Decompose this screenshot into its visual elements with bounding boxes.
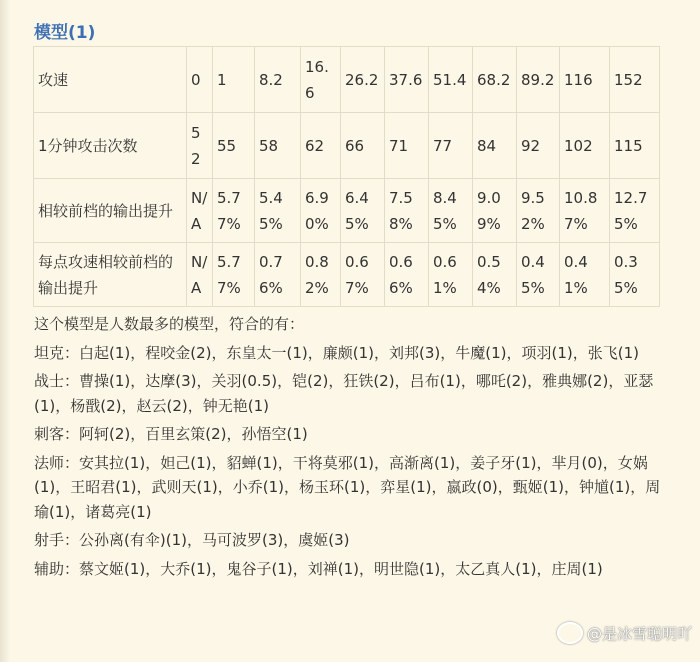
category-separator: ： — [64, 372, 80, 390]
row-label: 每点攻速相较前档的输出提升 — [34, 243, 187, 307]
table-cell: 51.4 — [429, 47, 473, 113]
table-cell: 12.75% — [610, 179, 660, 243]
table-cell: 37.6 — [385, 47, 429, 113]
hero-category-line — [34, 557, 674, 582]
table-row — [34, 243, 660, 307]
table-cell: 92 — [517, 113, 560, 179]
table-cell: 0 — [187, 47, 213, 113]
category-name: 射手 — [34, 531, 65, 549]
table-cell: 66 — [341, 113, 385, 179]
hero-notes — [34, 312, 674, 581]
category-name: 战士 — [34, 372, 65, 390]
watermark — [557, 622, 692, 644]
hero-category-line — [34, 369, 674, 418]
table-cell: 62 — [301, 113, 341, 179]
table-cell: 0.54% — [473, 243, 517, 307]
table-cell: 0.45% — [517, 243, 560, 307]
table-cell: 8.45% — [429, 179, 473, 243]
table-cell: 84 — [473, 113, 517, 179]
table-cell: 26.2 — [341, 47, 385, 113]
table-cell: 16.6 — [301, 47, 341, 113]
category-hero-list: 曹操(1)，达摩(3)，关羽(0.5)，铠(2)，狂铁(2)，吕布(1)，哪吒(2)，雅典娜(2)，亚瑟(1)，杨戬(2)，赵云(2)，钟无艳(1) — [34, 372, 654, 415]
category-name: 辅助 — [34, 559, 65, 578]
category-separator: ： — [64, 425, 80, 443]
table-cell: N/A — [187, 243, 213, 307]
category-name: 法师 — [34, 453, 65, 472]
left-edge-shadow — [0, 0, 10, 662]
hero-category-line — [34, 341, 674, 366]
category-separator: ： — [64, 559, 80, 578]
watermark-text: @是冰雪聪明吖 — [586, 624, 692, 643]
weibo-icon — [557, 622, 583, 644]
table-cell: 71 — [385, 113, 429, 179]
table-cell: 102 — [560, 113, 610, 179]
hero-category-line — [34, 528, 674, 553]
section-title: 模型(1) — [34, 23, 96, 43]
category-hero-list: 蔡文姬(1)，大乔(1)，鬼谷子(1)，刘禅(1)，明世隐(1)，太乙真人(1)，庄周(1) — [79, 559, 603, 578]
table-cell: 9.09% — [473, 179, 517, 243]
table-cell: 7.58% — [385, 179, 429, 243]
category-hero-list: 安其拉(1)，妲己(1)，貂蝉(1)，干将莫邪(1)，高渐离(1)，姜子牙(1)，芈月(0)，女娲(1)，王昭君(1)，武则天(1)，小乔(1)，杨玉环(1)，弈星(1)，嬴政(0)，甄姬(1)，钟馗(1)，周瑜(1)，诸葛亮(1) — [34, 453, 661, 521]
table-cell: 0.35% — [610, 243, 660, 307]
table-cell: 0.76% — [255, 243, 301, 307]
table-cell: 77 — [429, 113, 473, 179]
table-cell: 0.61% — [429, 243, 473, 307]
table-cell: 8.2 — [255, 47, 301, 113]
category-hero-list: 阿轲(2)，百里玄策(2)，孙悟空(1) — [79, 425, 308, 443]
category-hero-list: 白起(1)，程咬金(2)，东皇太一(1)，廉颇(1)，刘邦(3)，牛魔(1)，项羽(1)，张飞(1) — [79, 343, 640, 362]
table-cell: 6.90% — [301, 179, 341, 243]
table-cell: 6.45% — [341, 179, 385, 243]
table-cell: 115 — [610, 113, 660, 179]
category-separator: ： — [64, 343, 80, 362]
notes-intro: 这个模型是人数最多的模型，符合的有： — [34, 315, 305, 333]
table-cell: 55 — [213, 113, 255, 179]
table-row — [34, 113, 660, 179]
category-separator: ： — [64, 531, 80, 549]
category-name: 刺客 — [34, 425, 65, 443]
row-label: 攻速 — [34, 47, 187, 113]
table-cell: 9.52% — [517, 179, 560, 243]
table-cell: 5.77% — [213, 179, 255, 243]
row-label: 相较前档的输出提升 — [34, 179, 187, 243]
table-cell: 0.66% — [385, 243, 429, 307]
category-hero-list: 公孙离(有伞)(1)，马可波罗(3)，虞姬(3) — [79, 531, 350, 549]
attack-speed-table — [33, 46, 660, 307]
table-row — [34, 179, 660, 243]
table-cell: 0.82% — [301, 243, 341, 307]
table-row — [34, 47, 660, 113]
table-cell: 68.2 — [473, 47, 517, 113]
row-label: 1分钟攻击次数 — [34, 113, 187, 179]
table-cell: 152 — [610, 47, 660, 113]
table-cell: 10.87% — [560, 179, 610, 243]
hero-category-line — [34, 451, 674, 525]
table-cell: 89.2 — [517, 47, 560, 113]
table-cell: 0.67% — [341, 243, 385, 307]
table-cell: 5.45% — [255, 179, 301, 243]
table-cell: 52 — [187, 113, 213, 179]
table-cell: 116 — [560, 47, 610, 113]
category-name: 坦克 — [34, 343, 65, 362]
table-cell: 5.77% — [213, 243, 255, 307]
table-cell: 1 — [213, 47, 255, 113]
category-separator: ： — [64, 453, 80, 472]
table-cell: 58 — [255, 113, 301, 179]
hero-category-line — [34, 422, 674, 447]
table-cell: N/A — [187, 179, 213, 243]
table-cell: 0.41% — [560, 243, 610, 307]
